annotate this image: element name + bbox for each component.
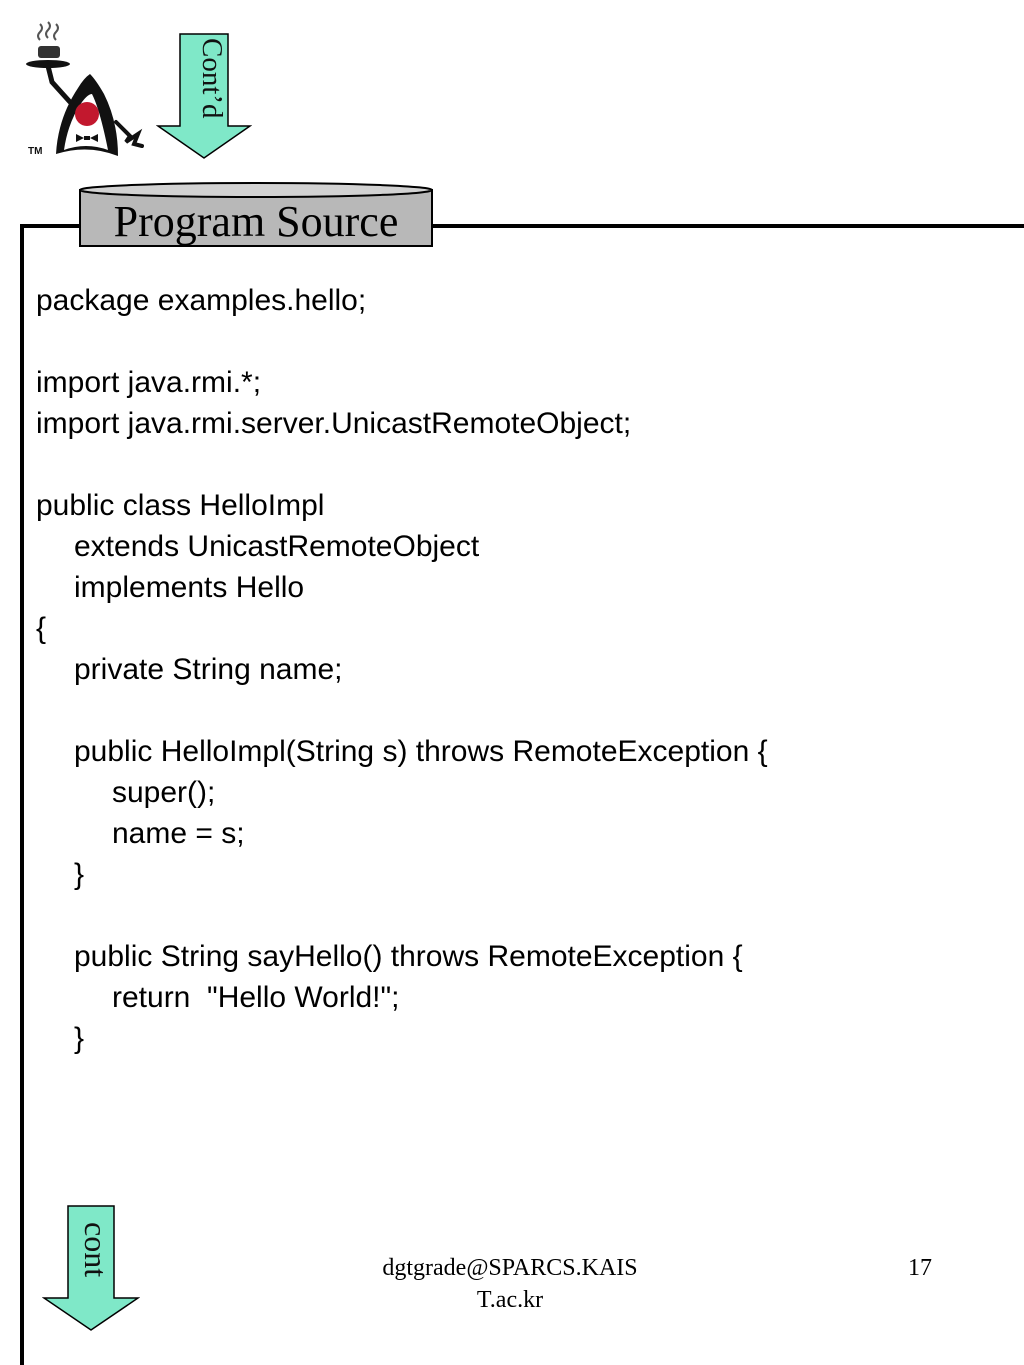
page-title: Program Source xyxy=(113,197,399,246)
code-line: private String name; xyxy=(74,653,343,686)
code-line: package examples.hello; xyxy=(36,284,367,317)
code-line xyxy=(36,444,768,485)
cont-label: cont xyxy=(78,1222,114,1278)
code-line: extends UnicastRemoteObject xyxy=(74,530,480,563)
code-line: import java.rmi.server.UnicastRemoteObject; xyxy=(36,407,632,440)
code-line: return "Hello World!"; xyxy=(112,981,400,1014)
contd-arrow-button[interactable] xyxy=(156,32,252,160)
title-banner xyxy=(78,180,434,250)
code-line: import java.rmi.*; xyxy=(36,366,262,399)
footer-email-line1: dgtgrade@SPARCS.KAIS xyxy=(382,1255,638,1281)
frame-left-border xyxy=(20,224,24,1365)
code-line: } xyxy=(74,858,85,891)
code-line xyxy=(36,321,768,362)
java-duke-logo xyxy=(18,18,148,163)
contd-label: Cont’d xyxy=(196,38,228,119)
cont-arrow-button[interactable] xyxy=(42,1204,140,1332)
footer-email xyxy=(360,1252,660,1316)
trademark-label: TM xyxy=(28,146,43,157)
code-line xyxy=(36,895,768,936)
code-line: public HelloImpl(String s) throws RemoteException { xyxy=(74,735,768,768)
code-listing xyxy=(36,280,768,1059)
code-line: public class HelloImpl xyxy=(36,489,325,522)
code-line: { xyxy=(36,612,47,645)
code-line xyxy=(36,690,768,731)
code-line: name = s; xyxy=(112,817,245,850)
code-line: public String sayHello() throws RemoteException { xyxy=(74,940,743,973)
java-duke-waiter-icon xyxy=(18,18,148,163)
code-line: implements Hello xyxy=(74,571,305,604)
footer-email-line2: T.ac.kr xyxy=(476,1287,544,1313)
code-line: super(); xyxy=(112,776,216,809)
page-number: 17 xyxy=(908,1255,932,1281)
code-line: } xyxy=(74,1022,85,1055)
